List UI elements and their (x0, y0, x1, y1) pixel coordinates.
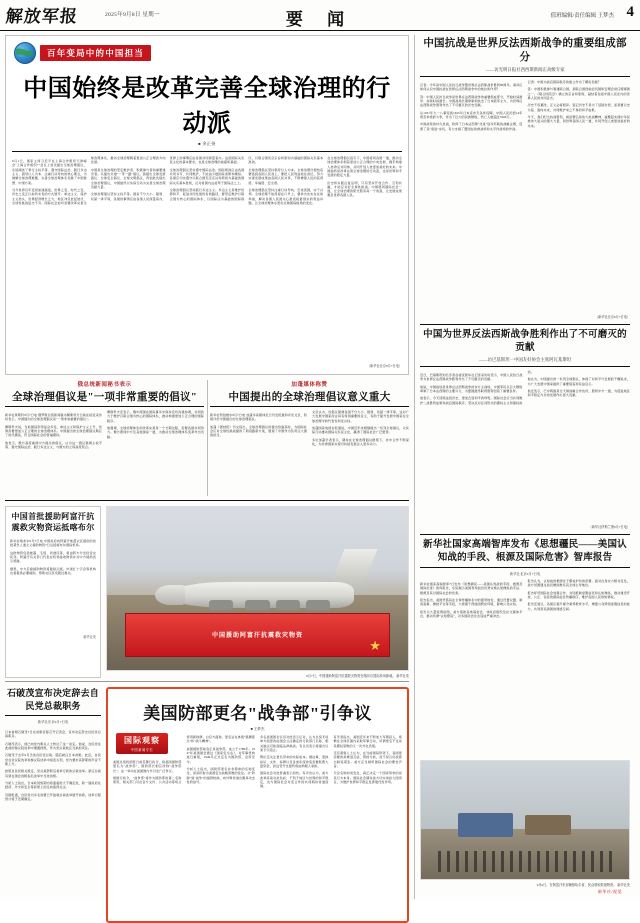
article-zhiku (420, 539, 630, 755)
highlighted-article-byline: ■ 王梦杰 (250, 727, 265, 731)
paragraph: 舆论还关注更名带来的实际成本。据估算，更换标识、文件、标牌以及各类系统改造需要耗费大量资金，而这笔开支最终将由纳税人承担。 (260, 755, 329, 768)
column-rule (207, 380, 208, 496)
paragraph: 中国战场的持久抗战，粉碎了日本法西斯"北进"进攻苏联的战略企图，迟滞了其"南进"步伐，有力支援了盟国在欧洲战场和太平洋战场的作战。 (420, 122, 523, 131)
paragraph: 新华社国家高端智库7日发布《思想疆民——美国认知战的手段、根源及国际危害》智库报告，系统揭示美国利用信息优势实施认知操纵的手法、根源及其对国际社会的危害。 (420, 582, 523, 595)
right-photo-caption: 9月6日，在阿富汗东部楠格哈尔省，民众领取救援物资。 新华社发 (536, 883, 630, 887)
paragraph: 报告认为，认知战的根源在于霸权护持的需要。面对自身实力相对变化，美方试图通过信息操纵维系其全球主导地位。 (527, 579, 630, 588)
paragraph: 他认为，中国提出的一系列全球倡议，体现了对和平与发展的不懈追求，为广大发展中国家提供了重要借鉴和有益启示。 (527, 377, 630, 386)
paragraph: 他表示，今天回顾这段历史，更加凸显和平的珍贵。国际社会应当共同维护二战胜利成果和战后国际秩序，坚决反对任何形式的霸权主义和强权政治。 (420, 370, 534, 405)
editor-credit: 值班编辑/责任编辑 王梦杰 (550, 13, 614, 19)
article-title: 中国为世界反法西斯战争胜利作出了不可磨灭的贡献 (423, 330, 627, 353)
aircraft-nose (155, 585, 185, 605)
footer-credit: 新华社/视觉 (597, 889, 622, 894)
divider (12, 151, 402, 152)
photo-truck (458, 813, 512, 837)
highlighted-article (106, 687, 409, 923)
paragraph: 近日，巴基斯坦知名学者在接受新华社记者采访时表示，中国人民抗日战争为世界反法西斯战争胜利作出了不可磨灭的贡献。 (420, 373, 523, 382)
publication-date: 2025年9月8日 星期一 (105, 12, 160, 18)
divider (420, 534, 630, 535)
article-kicker: 新华社北京9月7日电 (509, 572, 541, 576)
sub-article-kicker: 加蓬媒体称赞 (291, 382, 328, 388)
paragraph: 国际社会对此普遍表示担忧。有评论认为，美方此举渲染对抗色彩，不利于地区与世界的和平稳定，也与国际社会对话合作的共同期待背道而驰。 (260, 771, 329, 789)
paragraph: 全球治理倡议坚持践行多边主义。多边主义是维护世界和平、促进共同发展的有效路径。要坚定维护以联合国为核心的国际体系，以国际法为基础的国际秩序，以联合国宪章宗旨和原则为基础的国际关系基本准则。 (169, 156, 324, 201)
column-tag-main: 国际观察 (124, 736, 160, 745)
paragraph: 今天，我们纪念抗战胜利，就是要弘扬伟大抗战精神，凝聚起实现中华民族伟大复兴的强大力量，同世界各国人民一道，共同开创人类更加美好的未来。 (527, 115, 630, 128)
paragraph: 中国是全球治理的坚定维护者、积极参与者和重要建设者。从提出共建"一带一路"倡议，到提出全球发展倡议、全球安全倡议、全球文明倡议，再到此次提出全球治理倡议，中国始终以实际行动为完善全球治理贡献力量。 (90, 167, 166, 189)
paragraph: 全球治理倡议坚持主权平等。国家不分大小、强弱、贫富一律平等，各国的事情应由各国人民商量着办，世界上的事情应由各国共同商量着办。这是国际关系民主化的基本要求，也是全球治理的前提和基础。 (90, 156, 245, 201)
aid-article-body (10, 536, 96, 631)
paragraph: 历史不容篡改，正义必将昭彰。铭记历史不是为了延续仇恨，而是要以史为鉴、面向未来，共同维护来之不易的和平成果。 (527, 103, 630, 112)
section-title: 要 闻 (285, 10, 355, 29)
lead-article-byline: ■ 余正扬 (198, 141, 216, 146)
paragraph: 分析人士指出，国防部更名并非简单的名称变化，而是折射出美国安全战略思维的变化。从"防御"到"战争"的措辞转换，向外界传递出颇具攻击性的信号。 (186, 766, 255, 784)
divider (420, 366, 630, 367)
paragraph: 还有观察人士认为，在当前国际形势下，各国更需要的是增进互信、管控分歧，而不是以好战姿态制造紧张。美方应当倾听国际社会的理性声音。 (333, 750, 402, 768)
divider (5, 500, 409, 501)
paragraph: 石破茂表示，他已向党内相关人士转达了这一决定。他说，自民党在此前的参议院选举中遭遇挫败，作为党总裁他应当承担责任。 (5, 741, 101, 751)
sub-article-gabon (210, 380, 409, 496)
paragraph: 历史和实践反复证明，只有坚持开放合作、互利共赢，才能应对好全球性挑战。中国愿同国际社会一道，让全球治理的阳光照亮每一个角落，让发展成果惠及世界各国人民。 (327, 180, 402, 198)
lead-article-title: 中国始终是改革完善全球治理的行动派 (23, 76, 391, 137)
sub-article-row (5, 380, 409, 496)
paragraph: 新华社喀布尔9月7日电 中国政府向阿富汗地震灾区提供的首批紧急人道主义援助物资7日运抵喀布尔国际机场。 (10, 539, 96, 548)
paragraph: 文章认为，该倡议强调各国不分大小、强弱、贫富一律平等，这对广大发展中国家而言具有特别重要的意义，有助于提升发展中国家在全球治理中的代表性和发言权。 (312, 410, 409, 423)
paragraph: 美国总统特朗普日前签署行政令，将美国国防部更名为"战争部"，国防部长相应改称"战争部长"。这一举动在美国国内外引发广泛争议。 (113, 760, 182, 773)
article-body (420, 579, 630, 755)
series-banner-label: 百年变局中的中国担当 (40, 45, 151, 61)
bottom-row (5, 687, 409, 923)
column-tag-sub: 中国新闻专栏 (130, 748, 154, 752)
japan-article-body (5, 727, 101, 923)
japan-article (5, 687, 101, 923)
paragraph: 报告还建议，各国应提升媒介素养教育水平，增强公众辨别虚假信息的能力，共同营造清朗的网络空间。 (527, 602, 630, 611)
lead-article (5, 35, 409, 375)
divider (420, 76, 630, 77)
paragraph: 答：中国人民抗日战争是世界反法西斯战争的重要组成部分，开始时间最早、持续时间最长。中国战场长期牵制和抗击了日本陆军主力，为世界反法西斯战争胜利作出了不可磨灭的历史贡献。 (420, 94, 523, 108)
japan-article-title: 石破茂宣布决定辞去自民党总裁职务 (6, 688, 99, 711)
main-photo-caption: 9月7日，中国援助阿富汗抗震救灾物资在喀布尔国际机场卸载。 新华社发 (306, 674, 409, 678)
divider (420, 324, 630, 325)
article-subtitle: ——访巴基斯坦一中国友好协会主席阿瓦基斯坦 (478, 357, 572, 362)
aircraft-engine (306, 600, 330, 610)
lead-paragraph: 新华社莫斯科9月7日电 俄罗斯总统新闻秘书佩斯科夫日前在接受采访时表示，中国提出的全球治理倡议是"一项非常重要的倡议"。 (5, 413, 102, 422)
page-number: 4 (626, 4, 634, 20)
paragraph: 分析人士指出，日本政局短期内将面临较大不确定性，新一届政府在经济、外交和安全等政策上的走向值得关注。 (5, 781, 101, 790)
paragraph: 多名美国国会议员对此表示反对，认为总统无权单方面更改由国会立法确定的行政部门名称，相关做法可能面临法律挑战。有议员表示将提出议案予以阻止。 (260, 735, 329, 752)
paragraph: 佩斯科夫还表示，俄中两国在国际事务中保持密切沟通协调，共同致力于维护以联合国为核心的国际体系，推动构建更加公正合理的国际秩序。 (107, 410, 204, 423)
paragraph: 当今世界百年变局加速演进，世界之变、时代之变、历史之变正以前所未有的方式展开。单边主义、保护主义抬头，世界经济增长乏力，地区冲突此起彼伏，全球性挑战层出不穷。国际社会迫切需要改革完善全球治理体系，推动全球治理朝着更加公正合理的方向发展。 (12, 156, 166, 205)
paragraph: 全球治理倡议坚持遵守国际法治。国际规则应由各国共同书写、共同维护，不能由少数国家垄断和操纵。各国应切实遵守以联合国宪章宗旨和原则为基础的国际关系基本准则，反对将国内法凌驾于国际法之上。 (169, 167, 245, 185)
article-endnote: （新华社伊斯兰堡9月7日电） (588, 525, 630, 529)
paragraph: 日本首相石破茂7日在首相官邸召开记者会，宣布决定辞去自民党总裁职务。 (5, 730, 101, 739)
paragraph: 9月1日，国家主席习近平在上海合作组织天津峰会"上海合作组织+"会议上首次提出全球治理倡议，系统阐述了奉行主权平等、遵守国际法治、践行多边主义、倡导以人为本、注重行动导向的核心理念，为破解全球治理难题、完善全球治理体系贡献了中国智慧、中国方案。 (12, 159, 87, 185)
lead-article-body (12, 156, 402, 361)
sub-article-russia (5, 380, 204, 496)
aid-article-title: 中国首批援助阿富汗抗震救灾物资运抵喀布尔 (11, 512, 95, 532)
lead-paragraph: 新华社利伯维尔9月7日电 加蓬多家媒体近日刊发报道和评论文章，积极评价中国提出的全球治理倡议。 (210, 413, 307, 422)
article-title: 中国抗战是世界反法西斯战争的重要组成部分 (423, 38, 627, 63)
masthead (0, 0, 640, 31)
sub-article-title: 全球治理倡议是"一项非常重要的倡议" (11, 392, 198, 403)
paragraph: 按照自民党相关规定，党总裁辞职后将举行新的总裁选举。新任总裁有望在国会首相指名选举中当选首相。 (5, 769, 101, 778)
aircraft-engine (245, 600, 269, 610)
paragraph: 全球治理倡议坚持注重行动导向。空谈误国，实干兴邦。全球治理不能停留在口号上，要拿出实实在在的举措，解决各国人民最关心最直接最现实的利益问题，让全球治理体系更好反映国际格局的变化。 (248, 187, 324, 205)
article-endnote: （新华社北京9月7日电） (594, 315, 630, 319)
paragraph: 佩斯科夫说，当前国际形势复杂多变，单边主义和保护主义上升，世界需要更加公正合理的全球治理体系。中国提出的全球治理倡议顺应了时代潮流，符合国际社会的普遍期待。 (5, 424, 102, 438)
divider (210, 406, 409, 407)
article-gongxian (420, 329, 630, 529)
paragraph: 答：中国积极参与筹建联合国，是联合国创始会员国和安理会常任理事国之一。《联合国宪章》确立的宗旨和原则，凝结着包括中国人民在内的世界人民的共同意志。 (527, 87, 630, 100)
paragraph: 加蓬国家电视台报道说，中国近年来相继提出一系列全球倡议，以实际行动推动国际关系民主化，赢得了国际社会广泛赞誉。 (312, 425, 409, 435)
sub-article-title: 中国提出的全球治理倡议意义重大 (228, 392, 391, 403)
column-tag (116, 733, 168, 754)
paragraph: 他表示，俄方高度重视中方提出的倡议，认为这一倡议强调主权平等、遵守国际法治、践行多边主义，与俄方的立场高度契合。 (5, 440, 102, 450)
cargo-banner: 中国援助阿富汗抗震救灾物资 (125, 613, 390, 657)
highlighted-article-body (113, 735, 402, 903)
divider (5, 715, 101, 716)
paragraph: 加蓬《团结报》刊文指出，全球治理倡议的提出恰逢其时，为国际社会应对全球性挑战提供了新思路新方案，展现了中国作为负责任大国的担当。 (210, 424, 307, 438)
article-title: 新华社国家高端智库发布《思想疆民——美国认知战的手段、根源及国际危害》智库报告 (423, 540, 627, 563)
highlighted-article-title: 美国防部更名"战争部"引争议 (143, 704, 372, 723)
divider (5, 406, 204, 407)
sub-article-kicker: 俄总统新闻秘书表示 (77, 382, 132, 388)
series-banner (14, 42, 402, 64)
article-kangzhan (420, 37, 630, 319)
paragraph: 从1931年九一八事变到1945年日本宣布无条件投降，中国人民历经14年艰苦卓绝的斗争，付出了巨大的民族牺牲，伤亡人数超过3500万。 (420, 110, 523, 120)
photo-crowd (438, 851, 613, 872)
paragraph: 多位加蓬学者表示，期待在全球治理倡议框架下，非中合作不断深化，为非洲国家实现可持续发展注入更多动力。 (312, 437, 409, 446)
left-column (5, 35, 409, 899)
paragraph: 报告以大量案例说明，美方借助各类基金会、非政府组织及社交媒体平台，推动所谓"认知塑造"，对多国政治生态造成严重冲击。 (420, 609, 523, 619)
paragraph: 在全球治理倡议指引下，中国将同各国一道，推动全球治理体系朝着更加公正合理的方向发展，携手构建人类命运共同体，共同开创人类更加美好的未来。中国始终是改革完善全球治理的行动派，也是世界和平发展的稳定力量。 (327, 156, 402, 178)
aircraft-engine (209, 600, 233, 610)
paragraph: 全球治理倡议坚持倡导以人为本。全球治理归根结底要落到各国人民身上，要把人民利益放在首位，努力实现发展成果由各国人民共享，不断增强人民的获得感、幸福感、安全感。 (248, 167, 324, 185)
paragraph: 根据行政令，"战争部"将作为国防部的第二名称使用，相关部门可在官方文件、公共活动等场合使用新称谓。白宫方面称，更名旨在体现"强硬姿态"和"战斗精神"。 (113, 735, 255, 785)
paragraph: 无论名称如何变化，真正决定一个国家形象的是其行为本身。国际社会期待美方切实承担大国责任，为维护世界和平稳定发挥建设性作用。 (333, 771, 402, 784)
paragraph: 记者：今年是中国人民抗日战争暨世界反法西斯战争胜利80周年。请问应如何认识中国抗战在世界反法西斯战争中的地位和作用？ (420, 83, 523, 92)
globe-icon (14, 42, 36, 64)
paragraph: 据悉，中方后续援助物资将陆续运抵。中国红十字会等机构也将提供必要援助，帮助灾区民众渡过难关。 (10, 566, 96, 576)
paragraph: 有学者指出，美国近年来不断加大军费投入，频繁在全球范围内采取军事行动，所谓更名不过是其霸权思维的又一次外化表现。 (333, 735, 402, 748)
page-body (0, 31, 640, 899)
sub-article-body (5, 410, 204, 496)
main-photo (106, 506, 409, 671)
paragraph: 他强调，全球治理体系的改革完善是一个长期过程，需要各国共同努力。俄方愿同中方及其他国家一道，为推动全球治理体系变革作出贡献。 (107, 425, 204, 439)
article-body (420, 80, 630, 312)
article-subtitle: ——访光明日报社西西斯新闻正高级专家 (485, 67, 565, 72)
aircraft-engine (276, 600, 300, 610)
paragraph: 另据报道，自民党内多名政要已开始就总裁选举展开协商，选举日程预计将于近期确定。 (5, 792, 101, 802)
sub-article-body (210, 410, 409, 496)
paragraph: 他还表示，巴中两国是全天候战略合作伙伴，愿同中方一道，为促进地区和平稳定与共同发展作出更大贡献。 (527, 389, 630, 398)
paragraph: 石破茂于去年9月当选自民党总裁，随后就任日本首相。此后，自民党在众议院选举和参议院选举中接连失利，党内要求其辞职的声音不断上升。 (5, 753, 101, 767)
paragraph: 报告指出，美国凭借其在全球传播体系中的强势地位，通过设置议题、制造叙事、操控平台等手段，大规模干预他国舆论环境，影响公众认知。 (420, 598, 523, 607)
paragraph: 美国国防部前身正是战争部，成立于1789年。1947年美国国会通过《国家安全法》，对军事机构进行重组，1949年正式定名为国防部，沿用至今。 (186, 746, 255, 764)
divider (420, 567, 630, 568)
paragraph: 这批物资包括帐篷、毛毯、折叠床等，将由阿方分发给受灾民众。阿富汗有关部门代表在机场接收物资并对中方援助表示感谢。 (10, 550, 96, 564)
divider (5, 681, 409, 682)
paragraph: 他说，中国战场是世界反法西斯战争的东方主战场，中国军民以巨大牺牲牵制了日本法西斯的主要兵力，为盟国最终取得胜利创造了重要条件。 (420, 384, 523, 394)
right-column (414, 35, 630, 899)
japan-article-kicker: 新华社东京9月7日电 (37, 720, 69, 724)
newspaper-logo: 解放军报 (4, 7, 79, 26)
aid-article (5, 506, 101, 678)
lead-article-endnote: （新华社北京9月7日电） (366, 364, 402, 368)
aid-article-credit: 新华社发 (83, 635, 96, 639)
article-body (420, 370, 630, 522)
paragraph: 记者：中国为战后国际秩序的建立作出了哪些贡献？ (527, 80, 601, 84)
photo-row (5, 506, 409, 678)
photo-truck (525, 815, 571, 835)
star-icon: ★ (369, 637, 381, 653)
paragraph: 报告呼吁国际社会加强合作，共同抵制虚假信息和认知操纵，推动建设开放、公正、包容的国际信息传播秩序，维护各国人民的知情权。 (527, 590, 630, 599)
right-photo (420, 760, 630, 880)
